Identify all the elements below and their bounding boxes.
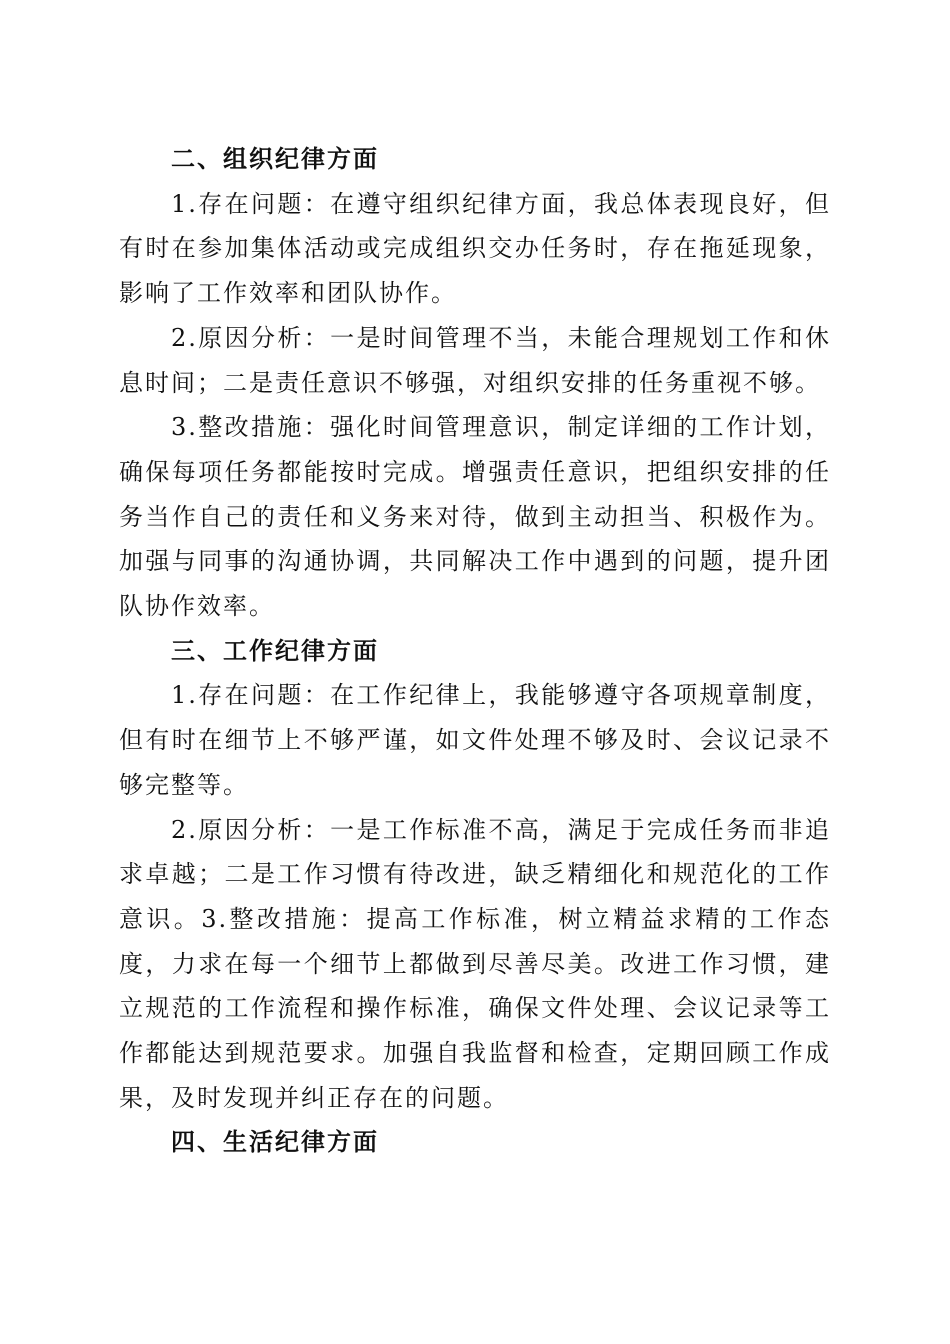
paragraph-existing-problems: 1.存在问题：在遵守组织纪律方面，我总体表现良好，但有时在参加集体活动或完成组织交办任务时，存在拖延现象，影响了工作效率和团队协作。 bbox=[119, 189, 831, 308]
paragraph-cause-analysis: 2.原因分析：一是时间管理不当，未能合理规划工作和休息时间；二是责任意识不够强，对组织安排的任务重视不够。 bbox=[119, 323, 831, 397]
paragraph-existing-problems: 1.存在问题：在工作纪律上，我能够遵守各项规章制度，但有时在细节上不够严谨，如文件处理不够及时、会议记录不够完整等。 bbox=[119, 681, 831, 799]
section-heading-organization-discipline: 二、组织纪律方面 bbox=[171, 145, 379, 173]
section-heading-life-discipline: 四、生活纪律方面 bbox=[171, 1128, 379, 1157]
section-heading-work-discipline: 三、工作纪律方面 bbox=[171, 636, 379, 665]
paragraph-rectification-measures: 3.整改措施：强化时间管理意识，制定详细的工作计划，确保每项任务都能按时完成。增强责任意识，把组织安排的任务当作自己的责任和义务来对待，做到主动担当、积极作为。加强与同事的沟通协调，共同解决工作中遇到的问题，提升团队协作效率。 bbox=[119, 413, 831, 621]
document-body bbox=[119, 137, 831, 1165]
paragraph-cause-analysis-and-measures: 2.原因分析：一是工作标准不高，满足于完成任务而非追求卓越；二是工作习惯有待改进，缺乏精细化和规范化的工作意识。3.整改措施：提高工作标准，树立精益求精的工作态度，力求在每一个细节上都做到尽善尽美。改进工作习惯，建立规范的工作流程和操作标准，确保文件处理、会议记录等工作都能达到规范要求。加强自我监督和检查，定期回顾工作成果，及时发现并纠正存在的问题。 bbox=[119, 815, 831, 1112]
